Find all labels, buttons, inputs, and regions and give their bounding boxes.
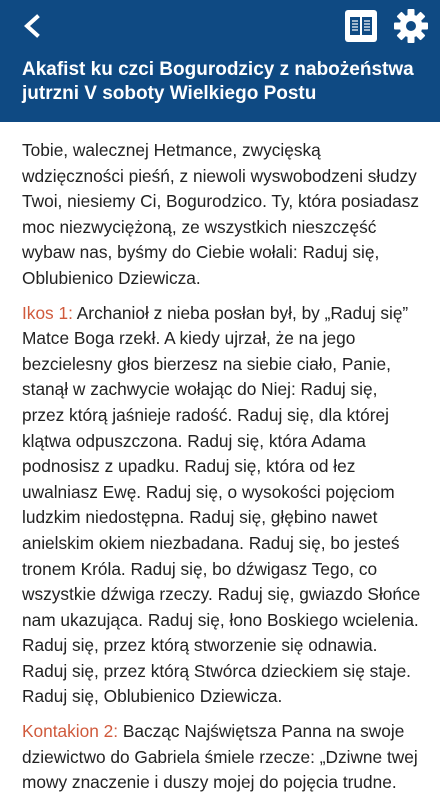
intro-paragraph: Tobie, walecznej Hetmance, zwycięską wdzięczności pieśń, z niewoli wyswobodzeni słudzy Twoi, niesiemy Ci, Bogurodzico. Ty, która posiadasz moc niezwyciężoną, ze wszystkich nieszczęść wybaw nas, byśmy do Ciebie wołali: Raduj się, Oblubienico Dziewicza.: [22, 140, 420, 288]
gear-icon: [392, 7, 430, 45]
reading-mode-button[interactable]: [344, 9, 378, 43]
section-label: Ikos 1:: [22, 302, 73, 323]
section-text: Bacząc Najświętsza Panna na swoje dziewictwo do Gabriela śmiele rzecze: „Dziwne twej mowy znaczenie i duszy mojej do pojęcia trudne.: [22, 721, 418, 793]
text-content: [22, 138, 422, 805]
back-button[interactable]: [14, 8, 50, 44]
app-header: [0, 0, 440, 122]
ikos-paragraph: [22, 301, 422, 711]
settings-button[interactable]: [392, 7, 430, 45]
chevron-left-icon: [22, 14, 42, 38]
book-icon: [344, 9, 378, 43]
section-label: Kontakion 2:: [22, 721, 119, 742]
section-text: Archanioł z nieba posłan był, by „Raduj się” Matce Boga rzekł. A kiedy ujrzał, że na jego bezcielesny głos bierzesz na siebie ciało, Panie, stanął w zachwycie wołając do Niej: Raduj się, przez którą jaśnieje radość. Raduj się, dla której klątwa odpuszczona. Raduj się, która Adama podnosisz z upadku. Raduj się, która od łez uwalniasz Ewę. Raduj się, o wysokości pojęciom ludzkim niedostępna. Raduj się, głębino nawet anielskim okiem niezbadana. Raduj się, bo jesteś tronem Króla. Raduj się, bo dźwigasz Tego, co wszystkie dźwiga rzeczy. Raduj się, gwiazdo Słońce nam ukazująca. Raduj się, łono Boskiego wcielenia. Raduj się, przez którą stworzenie się odnawia. Raduj się, przez którą Stwórca dzieckiem się staje. Raduj się, Oblubienico Dziewicza.: [22, 302, 421, 707]
page-title: Akafist ku czci Bogurodzicy z nabożeństwa jutrzni V soboty Wielkiego Postu: [22, 59, 414, 104]
kontakion-paragraph: [22, 719, 422, 796]
